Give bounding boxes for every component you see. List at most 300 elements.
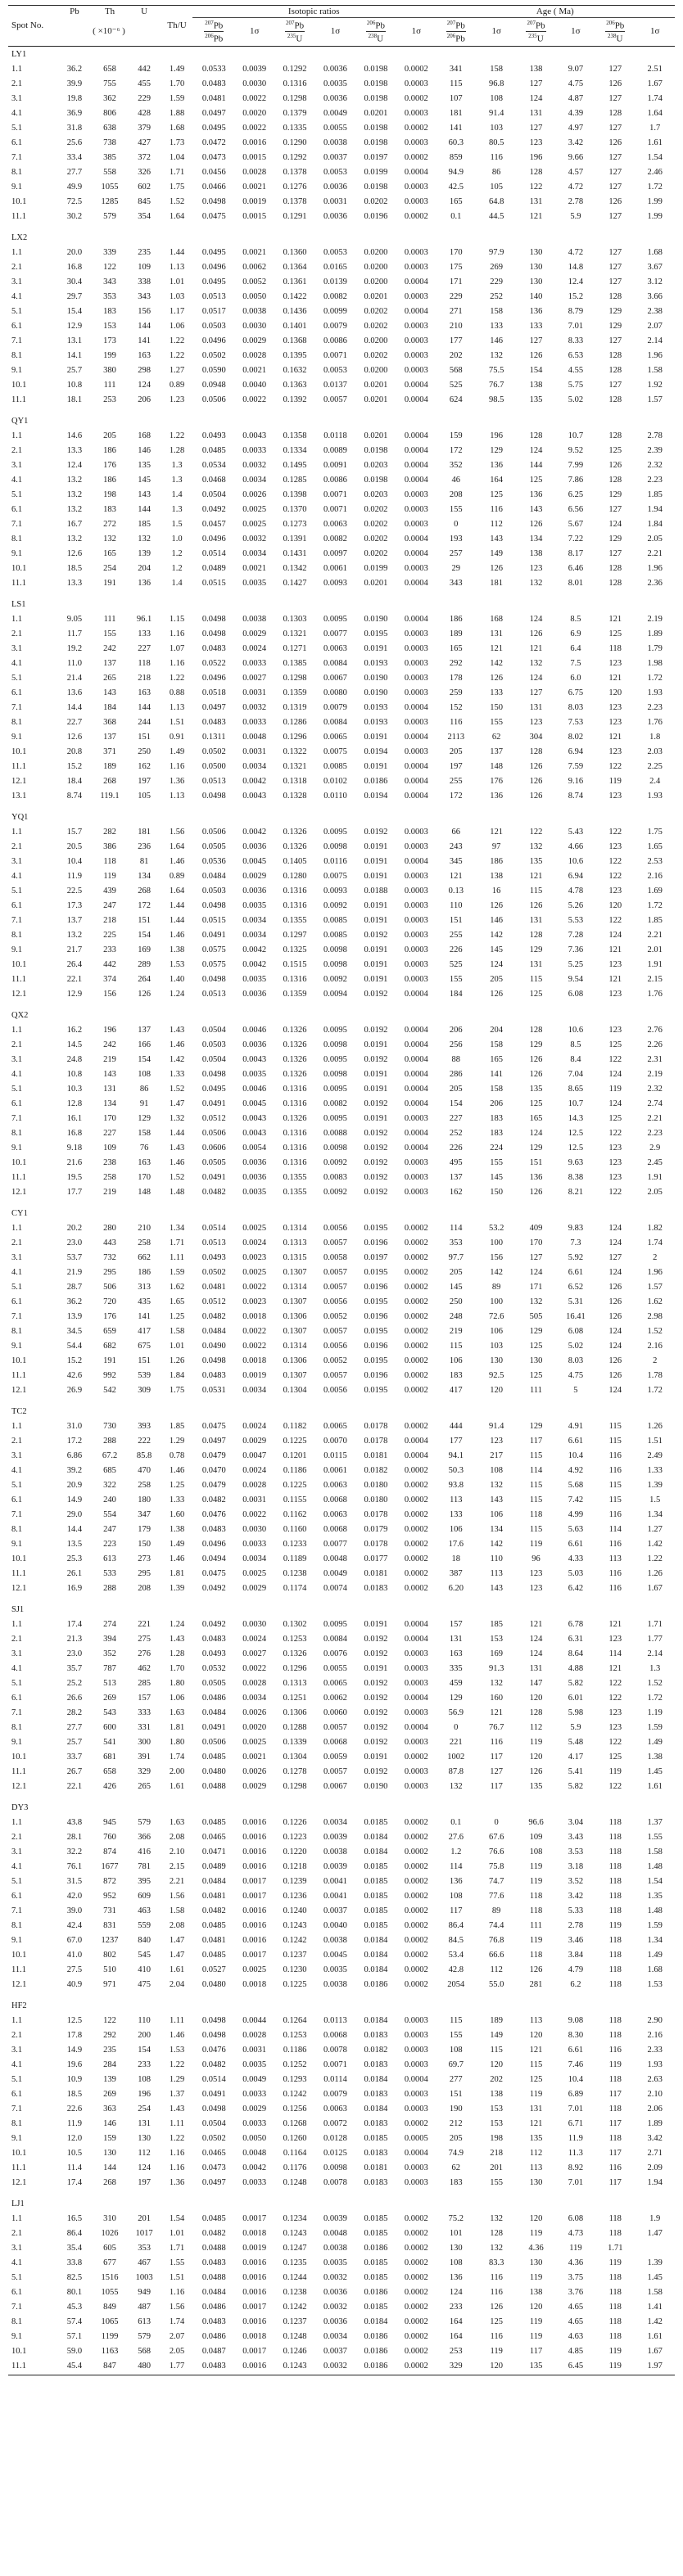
pb-cell: 33.8 xyxy=(66,2258,83,2267)
th-cell: 945 xyxy=(103,1817,116,1827)
u-cell: 168 xyxy=(138,431,151,440)
table-row xyxy=(8,898,675,913)
age-206-238-cell: 117 xyxy=(608,2177,622,2187)
age-206-238-sigma-cell: 2.06 xyxy=(647,2104,663,2114)
pb-cell: 33.7 xyxy=(66,1752,83,1762)
table-row xyxy=(8,2072,675,2087)
ratio-207-235-cell: 0.1233 xyxy=(283,1539,307,1549)
ratio-207-206-cell: 0.0473 xyxy=(201,152,226,162)
u-header: U xyxy=(141,7,148,17)
ratio-206-238-cell: 0.0191 xyxy=(364,1069,388,1079)
spot-cell: 8.1 xyxy=(11,350,23,360)
age-206-238-cell: 118 xyxy=(608,1832,622,1842)
age-206-238-sigma-cell: 1.84 xyxy=(647,519,663,529)
th-u-cell: 0.89 xyxy=(169,380,185,390)
spot-cell: 4.1 xyxy=(11,658,23,668)
age-207-235-cell: 147 xyxy=(529,1678,543,1688)
spot-cell: 1.1 xyxy=(11,1025,23,1035)
sample-group-row xyxy=(8,810,675,824)
spot-cell: 2.1 xyxy=(11,1238,23,1247)
th-cell: 183 xyxy=(103,504,116,514)
spot-cell: 4.1 xyxy=(11,1069,23,1079)
ratio-206-238-sigma-cell: 0.0003 xyxy=(404,827,428,837)
age-207-235-cell: 196 xyxy=(529,152,543,162)
ratio-207-206-cell: 0.0497 xyxy=(201,1436,226,1446)
th-cell: 280 xyxy=(103,1223,116,1233)
table-row xyxy=(8,531,675,546)
age-206-238-cell: 121 xyxy=(608,673,622,683)
age-207-235-sigma-cell: 3.42 xyxy=(568,138,584,147)
th-u-cell: 1.24 xyxy=(169,1619,185,1629)
ratio-206-238-sigma-cell: 0.0003 xyxy=(404,182,428,192)
ratio-206-238-cell: 0.0201 xyxy=(364,291,388,301)
ratio-207-206-cell: 0.0492 xyxy=(201,504,226,514)
age-207-235-cell: 121 xyxy=(529,643,543,653)
pb-cell: 39.0 xyxy=(66,1906,83,1915)
ratio-207-235-sigma-cell: 0.0038 xyxy=(323,1979,347,1989)
ratio-207-206-sigma-cell: 0.0024 xyxy=(242,1634,267,1644)
ratio-206-238-sigma-cell: 0.0002 xyxy=(404,2118,428,2128)
age-207-206-sigma-cell: 132 xyxy=(490,350,504,360)
ratio-207-235-cell: 0.1379 xyxy=(283,108,307,118)
ratio-207-206-sigma-cell: 0.0022 xyxy=(242,1509,267,1519)
ratio-207-235-cell: 0.1315 xyxy=(283,1252,307,1262)
age-207-235-cell: 130 xyxy=(529,2177,543,2187)
age-207-235-sigma-cell: 5 xyxy=(573,1385,578,1395)
th-cell: 682 xyxy=(103,1341,116,1351)
ratio-207-206-sigma-cell: 0.0026 xyxy=(242,1766,267,1776)
age-206-238-sigma-cell: 1.64 xyxy=(647,108,663,118)
ratio-207-235-cell: 0.1632 xyxy=(283,365,307,375)
th-cell: 132 xyxy=(103,534,116,544)
age-207-235-cell: 125 xyxy=(529,2074,543,2084)
ratio-207-235-cell: 0.1495 xyxy=(283,460,307,470)
th-u-cell: 1.3 xyxy=(171,475,183,485)
pb-cell: 9.05 xyxy=(66,614,83,624)
ratio-206-238-sigma-cell: 0.0003 xyxy=(404,629,428,638)
ratio-207-206-cell: 0.0514 xyxy=(201,2074,226,2084)
ratio-207-235-cell: 0.1242 xyxy=(283,1935,307,1945)
ratio-207-206-sigma-cell: 0.0042 xyxy=(242,2163,267,2172)
spot-cell: 3.1 xyxy=(11,2243,23,2253)
spot-cell: 9.1 xyxy=(11,1737,23,1747)
pb-cell: 16.7 xyxy=(66,519,83,529)
age-207-235-cell: 131 xyxy=(529,1663,543,1673)
ratio-206-238-cell: 0.0177 xyxy=(364,1554,388,1563)
ratio-207-206-sigma-cell: 0.0033 xyxy=(242,2177,267,2187)
age-207-235-sigma-cell: 5.82 xyxy=(568,1781,584,1791)
pb-cell: 31.5 xyxy=(66,1876,83,1886)
table-row xyxy=(8,1037,675,1052)
ratio-207-206-sigma-cell: 0.0020 xyxy=(242,1722,267,1732)
age-206-238-cell: 124 xyxy=(608,519,622,529)
th-cell: 310 xyxy=(103,2213,116,2223)
ratio-207-235-sigma-cell: 0.0034 xyxy=(323,1817,347,1827)
th-cell: 1055 xyxy=(101,182,119,192)
ratio-206-238-sigma-cell: 0.0003 xyxy=(404,350,428,360)
u-cell: 154 xyxy=(138,930,151,940)
ratio-207-235-sigma-cell: 0.0056 xyxy=(323,1385,347,1395)
age-207-235-cell: 131 xyxy=(529,959,543,969)
group-spacer xyxy=(8,590,675,597)
u-cell: 197 xyxy=(138,2177,151,2187)
table-row xyxy=(8,1052,675,1067)
age-206-238-sigma-cell: 2 xyxy=(653,1356,658,1365)
th-u-cell: 1.59 xyxy=(169,93,185,103)
ratio-207-206-cell: 0.0498 xyxy=(201,900,226,910)
table-row xyxy=(8,774,675,788)
ratio-207-235-sigma-cell: 0.0137 xyxy=(323,380,347,390)
pb-cell: 14.4 xyxy=(66,702,83,712)
u-cell: 1017 xyxy=(135,2228,153,2238)
pb-cell: 10.9 xyxy=(66,2074,83,2084)
table-row xyxy=(8,2028,675,2042)
th-u-cell: 1.22 xyxy=(169,2059,185,2069)
ratio-207-206-sigma-cell: 0.0017 xyxy=(242,2302,267,2312)
spot-cell: 8.1 xyxy=(11,167,23,177)
age-207-206-cell: 255 xyxy=(449,930,463,940)
ratio-206-238-cell: 0.0184 xyxy=(364,1950,388,1960)
age-207-235-sigma-cell: 119 xyxy=(569,2243,582,2253)
u-cell: 91 xyxy=(139,1099,149,1108)
ratio-206-238-cell: 0.0183 xyxy=(364,2059,388,2069)
u-cell: 285 xyxy=(138,1678,151,1688)
ratio-206-238-sigma-cell: 0.0002 xyxy=(404,1385,428,1395)
age-206-238-sigma-cell: 1.27 xyxy=(647,1524,663,1534)
ratio-207-206-cell: 0.0502 xyxy=(201,1267,226,1277)
th-cell: 659 xyxy=(103,1326,116,1336)
ratio-207-235-cell: 0.1316 xyxy=(283,1157,307,1167)
table-row xyxy=(8,2116,675,2131)
age-207-235-cell: 120 xyxy=(529,1752,543,1762)
group-spacer xyxy=(8,1397,675,1404)
ratio-207-206-cell: 0.0484 xyxy=(201,1876,226,1886)
age-206-238-cell: 117 xyxy=(608,2148,622,2158)
table-header xyxy=(8,6,675,47)
ratio-206-238-sigma-cell: 0.0004 xyxy=(404,2148,428,2158)
age-206-238-cell: 123 xyxy=(608,886,622,896)
ratio-206-238-sigma-cell: 0.0002 xyxy=(404,1238,428,1247)
age-207-206-cell: 0 xyxy=(454,519,459,529)
ratio-207-235-sigma-cell: 0.0039 xyxy=(323,1832,347,1842)
age-207-206-cell: 212 xyxy=(449,2118,463,2128)
age-207-235-sigma-cell: 4.65 xyxy=(568,2302,584,2312)
age-206-238-cell: 116 xyxy=(608,1583,622,1593)
table-row xyxy=(8,913,675,927)
ratio-207-235-cell: 0.1359 xyxy=(283,688,307,697)
age-207-206-sigma-cell: 108 xyxy=(490,93,504,103)
ratio-207-235-sigma-cell: 0.0125 xyxy=(323,2148,347,2158)
u-cell: 210 xyxy=(138,1223,151,1233)
u-cell: 196 xyxy=(138,2089,151,2099)
ratio-207-235-sigma-cell: 0.0057 xyxy=(323,1282,347,1292)
table-row xyxy=(8,1022,675,1037)
ratio-206-238-cell: 0.0186 xyxy=(364,2346,388,2356)
age-207-235-sigma-cell: 5.02 xyxy=(568,395,584,404)
th-u-cell: 1.22 xyxy=(169,336,185,345)
pb-cell: 42.4 xyxy=(66,1920,83,1930)
age-206-238-sigma-cell: 1.37 xyxy=(647,1817,663,1827)
ratio-207-235-cell: 0.1182 xyxy=(283,1421,307,1431)
ratio-207-206-cell: 0.0483 xyxy=(201,2258,226,2267)
age-207-235-sigma-cell: 8.03 xyxy=(568,1356,584,1365)
ratio-207-235-cell: 0.1316 xyxy=(283,1128,307,1138)
age-206-238-sigma-cell: 1.79 xyxy=(647,643,663,653)
th-cell: 806 xyxy=(103,108,116,118)
group-spacer xyxy=(8,223,675,230)
age-206-238-sigma-cell: 1.69 xyxy=(647,886,663,896)
age-207-235-cell: 127 xyxy=(529,1252,543,1262)
th-u-cell: 1.80 xyxy=(169,1737,185,1747)
age-207-206-sigma-cell: 142 xyxy=(490,1267,504,1277)
age-206-238-cell: 118 xyxy=(608,1817,622,1827)
ratio-207-206-sigma-cell: 0.0054 xyxy=(242,1143,267,1153)
age-207-235-cell: 135 xyxy=(529,856,543,866)
sample-group-label: LS1 xyxy=(11,599,26,609)
table-row xyxy=(8,1265,675,1279)
th-u-cell: 2.08 xyxy=(169,1920,185,1930)
ratio-207-206-sigma-cell: 0.0028 xyxy=(242,2030,267,2040)
th-u-cell: 1.3 xyxy=(171,504,183,514)
table-row xyxy=(8,2344,675,2358)
ratio-207-235-cell: 0.1273 xyxy=(283,519,307,529)
ratio-207-235-cell: 0.1225 xyxy=(283,1480,307,1490)
ratio-207-235-sigma-cell: 0.0115 xyxy=(323,1450,347,1460)
th-u-cell: 1.75 xyxy=(169,182,185,192)
th-u-cell: 1.11 xyxy=(170,2118,185,2128)
ratio-206-238-cell: 0.0186 xyxy=(364,2361,388,2371)
age-206-238-sigma-cell: 1.57 xyxy=(647,395,663,404)
age-206-238-cell: 128 xyxy=(608,431,622,440)
table-row xyxy=(8,626,675,641)
spot-cell: 5.1 xyxy=(11,1282,23,1292)
age-206-238-sigma-cell: 1.85 xyxy=(647,915,663,925)
ratio-206-238-cell: 0.0197 xyxy=(364,152,388,162)
ratio-206-238-cell: 0.0201 xyxy=(364,578,388,588)
age-207-235-cell: 135 xyxy=(529,2361,543,2371)
age-206-238-sigma-cell: 1.9 xyxy=(649,2213,661,2223)
ratio-207-206-sigma-cell: 0.0031 xyxy=(242,747,267,756)
age-207-235-sigma-cell: 6.61 xyxy=(568,1539,584,1549)
ratio-207-235-cell: 0.1313 xyxy=(283,1678,307,1688)
age-206-238-sigma-cell: 2.23 xyxy=(647,1128,663,1138)
th-cell: 118 xyxy=(103,856,116,866)
spot-cell: 11.1 xyxy=(11,395,26,404)
ratio-207-206-cell: 0.0491 xyxy=(201,1099,226,1108)
u-cell: 331 xyxy=(138,1722,151,1732)
th-cell: 288 xyxy=(103,1436,116,1446)
th-cell: 191 xyxy=(103,578,116,588)
pb-cell: 86.4 xyxy=(66,2228,83,2238)
ratio-207-235-sigma-cell: 0.0036 xyxy=(323,93,347,103)
age-207-206-cell: 163 xyxy=(449,1649,463,1658)
ratio-206-238-sigma-cell: 0.0002 xyxy=(404,1297,428,1306)
spot-cell: 12.1 xyxy=(11,2177,27,2187)
age-207-206-cell: 177 xyxy=(449,336,463,345)
ratio-207-206-header: $\frac{^{207}Pb}{^{206}Pb}$ xyxy=(205,20,224,44)
age-206-238-sigma-cell: 1.98 xyxy=(647,658,663,668)
ratio-207-206-cell: 0.0484 xyxy=(201,871,226,881)
spot-cell: 9.1 xyxy=(11,2133,23,2143)
table-row xyxy=(8,1250,675,1265)
ratio-206-238-cell: 0.0198 xyxy=(364,123,388,133)
ratio-207-206-cell: 0.0485 xyxy=(201,1950,226,1960)
spot-cell: 6.1 xyxy=(11,1495,23,1505)
pb-cell: 13.5 xyxy=(66,1539,83,1549)
ratio-207-206-sigma-cell: 0.0032 xyxy=(242,702,267,712)
age-207-206-sigma-cell: 92.5 xyxy=(488,1370,504,1380)
ratio-207-235-cell: 0.1361 xyxy=(283,277,307,286)
table-row xyxy=(8,744,675,759)
age-207-206-cell: 859 xyxy=(449,152,463,162)
ratio-206-238-sigma-cell: 0.0004 xyxy=(404,1128,428,1138)
ratio-206-238-cell: 0.0178 xyxy=(364,1421,388,1431)
table-row xyxy=(8,428,675,443)
ratio-207-206-sigma-cell: 0.0022 xyxy=(242,123,267,133)
age-207-235-sigma-cell: 3.75 xyxy=(568,2272,584,2282)
ratio-207-206-cell: 0.0483 xyxy=(201,1370,226,1380)
age-206-238-cell: 125 xyxy=(608,1113,622,1123)
age-207-235-cell: 123 xyxy=(529,138,543,147)
age-207-235-cell: 128 xyxy=(529,747,543,756)
age-206-238-sigma-cell: 1.53 xyxy=(647,1979,663,1989)
age-206-238-cell: 122 xyxy=(608,1781,622,1791)
ratio-207-206-cell: 0.0513 xyxy=(201,291,226,301)
u-cell: 135 xyxy=(138,460,151,470)
ratio-207-235-sigma-cell: 0.0038 xyxy=(323,1935,347,1945)
ratio-207-206-sigma-cell: 0.0021 xyxy=(242,182,267,192)
ratio-206-238-sigma-cell: 0.0002 xyxy=(404,1465,428,1475)
spot-cell: 10.1 xyxy=(11,747,27,756)
age-207-206-cell: 1002 xyxy=(447,1752,465,1762)
age-206-238-sigma-cell: 2.32 xyxy=(647,1084,663,1094)
table-row xyxy=(8,2087,675,2101)
ratio-207-235-sigma-cell: 0.0031 xyxy=(323,196,347,206)
th-u-cell: 1.2 xyxy=(171,563,183,573)
u-cell: 276 xyxy=(138,1649,151,1658)
u-cell: 268 xyxy=(138,886,151,896)
ratio-206-238-sigma-cell: 0.0003 xyxy=(404,915,428,925)
ratio-207-235-sigma-cell: 0.0068 xyxy=(323,1737,347,1747)
ratio-206-238-cell: 0.0181 xyxy=(364,2163,388,2172)
spot-cell: 9.1 xyxy=(11,2331,23,2341)
pb-cell: 18.1 xyxy=(66,395,83,404)
ratio-206-238-sigma-cell: 0.0003 xyxy=(404,974,428,984)
ratio-206-238-sigma-cell: 0.0003 xyxy=(404,108,428,118)
ratio-207-206-sigma-cell: 0.0016 xyxy=(242,2258,267,2267)
age-206-238-sigma-cell: 2.9 xyxy=(649,1143,661,1153)
age-207-235-cell: 121 xyxy=(529,871,543,881)
age-206-238-sigma-cell: 1.68 xyxy=(647,247,663,257)
th-cell: 146 xyxy=(103,2118,116,2128)
age-206-238-cell: 127 xyxy=(608,123,622,133)
ratio-207-206-sigma-cell: 0.0035 xyxy=(242,578,267,588)
ratio-207-235-cell: 0.1316 xyxy=(283,886,307,896)
age-207-206-cell: 183 xyxy=(449,2177,463,2187)
age-206-238-cell: 126 xyxy=(608,1311,622,1321)
age-207-235-sigma-cell: 8.03 xyxy=(568,702,584,712)
age-207-206-cell: 525 xyxy=(449,959,463,969)
age-206-238-cell: 123 xyxy=(608,1025,622,1035)
age-207-235-sigma-cell: 6.4 xyxy=(570,643,581,653)
ratio-207-206-cell: 0.0500 xyxy=(201,761,226,771)
ratio-207-206-cell: 0.0495 xyxy=(201,247,226,257)
ratio-207-235-sigma-cell: 0.0063 xyxy=(323,1480,347,1490)
th-u-cell: 1.75 xyxy=(169,1385,185,1395)
table-row xyxy=(8,1551,675,1566)
ratio-206-238-cell: 0.0203 xyxy=(364,460,388,470)
table-row xyxy=(8,788,675,803)
age-207-206-sigma-cell: 44.5 xyxy=(488,211,504,221)
age-206-238-sigma-cell: 1.39 xyxy=(647,2258,663,2267)
age-207-206-cell: 75.2 xyxy=(448,2213,464,2223)
th-u-cell: 1.46 xyxy=(169,1040,185,1049)
age-207-235-sigma-cell: 8.17 xyxy=(568,548,584,558)
sigma-header: 1σ xyxy=(491,26,501,37)
pb-cell: 11.9 xyxy=(66,871,82,881)
spot-cell: 8.1 xyxy=(11,1524,23,1534)
age-207-206-sigma-cell: 185 xyxy=(490,1619,504,1629)
th-cell: 199 xyxy=(103,350,116,360)
ratio-207-235-cell: 0.1248 xyxy=(283,2331,307,2341)
table-row xyxy=(8,1844,675,1859)
u-cell: 568 xyxy=(138,2346,151,2356)
sample-group-label: CY1 xyxy=(11,1208,28,1218)
age-207-206-cell: 108 xyxy=(449,2258,463,2267)
age-207-235-sigma-cell: 10.4 xyxy=(568,2074,584,2084)
ratio-207-206-sigma-cell: 0.0033 xyxy=(242,2118,267,2128)
ratio-206-238-cell: 0.0203 xyxy=(364,489,388,499)
age-207-206-sigma-cell: 160 xyxy=(490,1693,504,1703)
spot-cell: 4.1 xyxy=(11,1465,23,1475)
age-207-206-sigma-cell: 124 xyxy=(490,959,504,969)
u-cell: 427 xyxy=(138,138,151,147)
ratio-207-206-cell: 0.0496 xyxy=(201,534,226,544)
table-row xyxy=(8,1309,675,1324)
age-207-235-cell: 128 xyxy=(529,1708,543,1717)
ratio-206-238-sigma-cell: 0.0002 xyxy=(404,1935,428,1945)
th-cell: 165 xyxy=(103,548,116,558)
ratio-207-206-cell: 0.0475 xyxy=(201,1421,226,1431)
age-207-235-cell: 115 xyxy=(529,974,543,984)
age-207-206-sigma-cell: 143 xyxy=(490,1583,504,1593)
th-u-cell: 1.22 xyxy=(169,350,185,360)
age-206-238-cell: 123 xyxy=(608,747,622,756)
sample-group-row xyxy=(8,1206,675,1220)
age-207-206-sigma-cell: 165 xyxy=(490,1054,504,1064)
age-207-235-cell: 124 xyxy=(529,1634,543,1644)
ratio-207-206-cell: 0.0486 xyxy=(201,2302,226,2312)
age-207-206-sigma-cell: 269 xyxy=(490,262,504,272)
age-207-206-cell: 155 xyxy=(449,504,463,514)
age-206-238-sigma-cell: 2.45 xyxy=(647,1157,663,1167)
isotopic-ratios-header: Isotopic ratios xyxy=(192,6,436,18)
age-207-235-cell: 132 xyxy=(529,578,543,588)
age-207-206-sigma-cell: 112 xyxy=(490,1965,503,1974)
ratio-206-238-cell: 0.0184 xyxy=(364,1965,388,1974)
age-207-206-sigma-cell: 96.8 xyxy=(488,79,504,88)
age-207-206-cell: 116 xyxy=(450,717,463,727)
age-207-206-sigma-cell: 205 xyxy=(490,974,504,984)
age-207-206-cell: 133 xyxy=(449,1509,463,1519)
age-207-206-cell: 154 xyxy=(449,1099,463,1108)
u-cell: 185 xyxy=(138,519,151,529)
ratio-207-206-sigma-cell: 0.0017 xyxy=(242,2213,267,2223)
age-207-206-sigma-cell: 142 xyxy=(490,1539,504,1549)
ratio-206-238-sigma-cell: 0.0004 xyxy=(404,1069,428,1079)
ratio-207-206-cell: 0.0512 xyxy=(201,1297,226,1306)
ratio-206-238-sigma-cell: 0.0003 xyxy=(404,2104,428,2114)
